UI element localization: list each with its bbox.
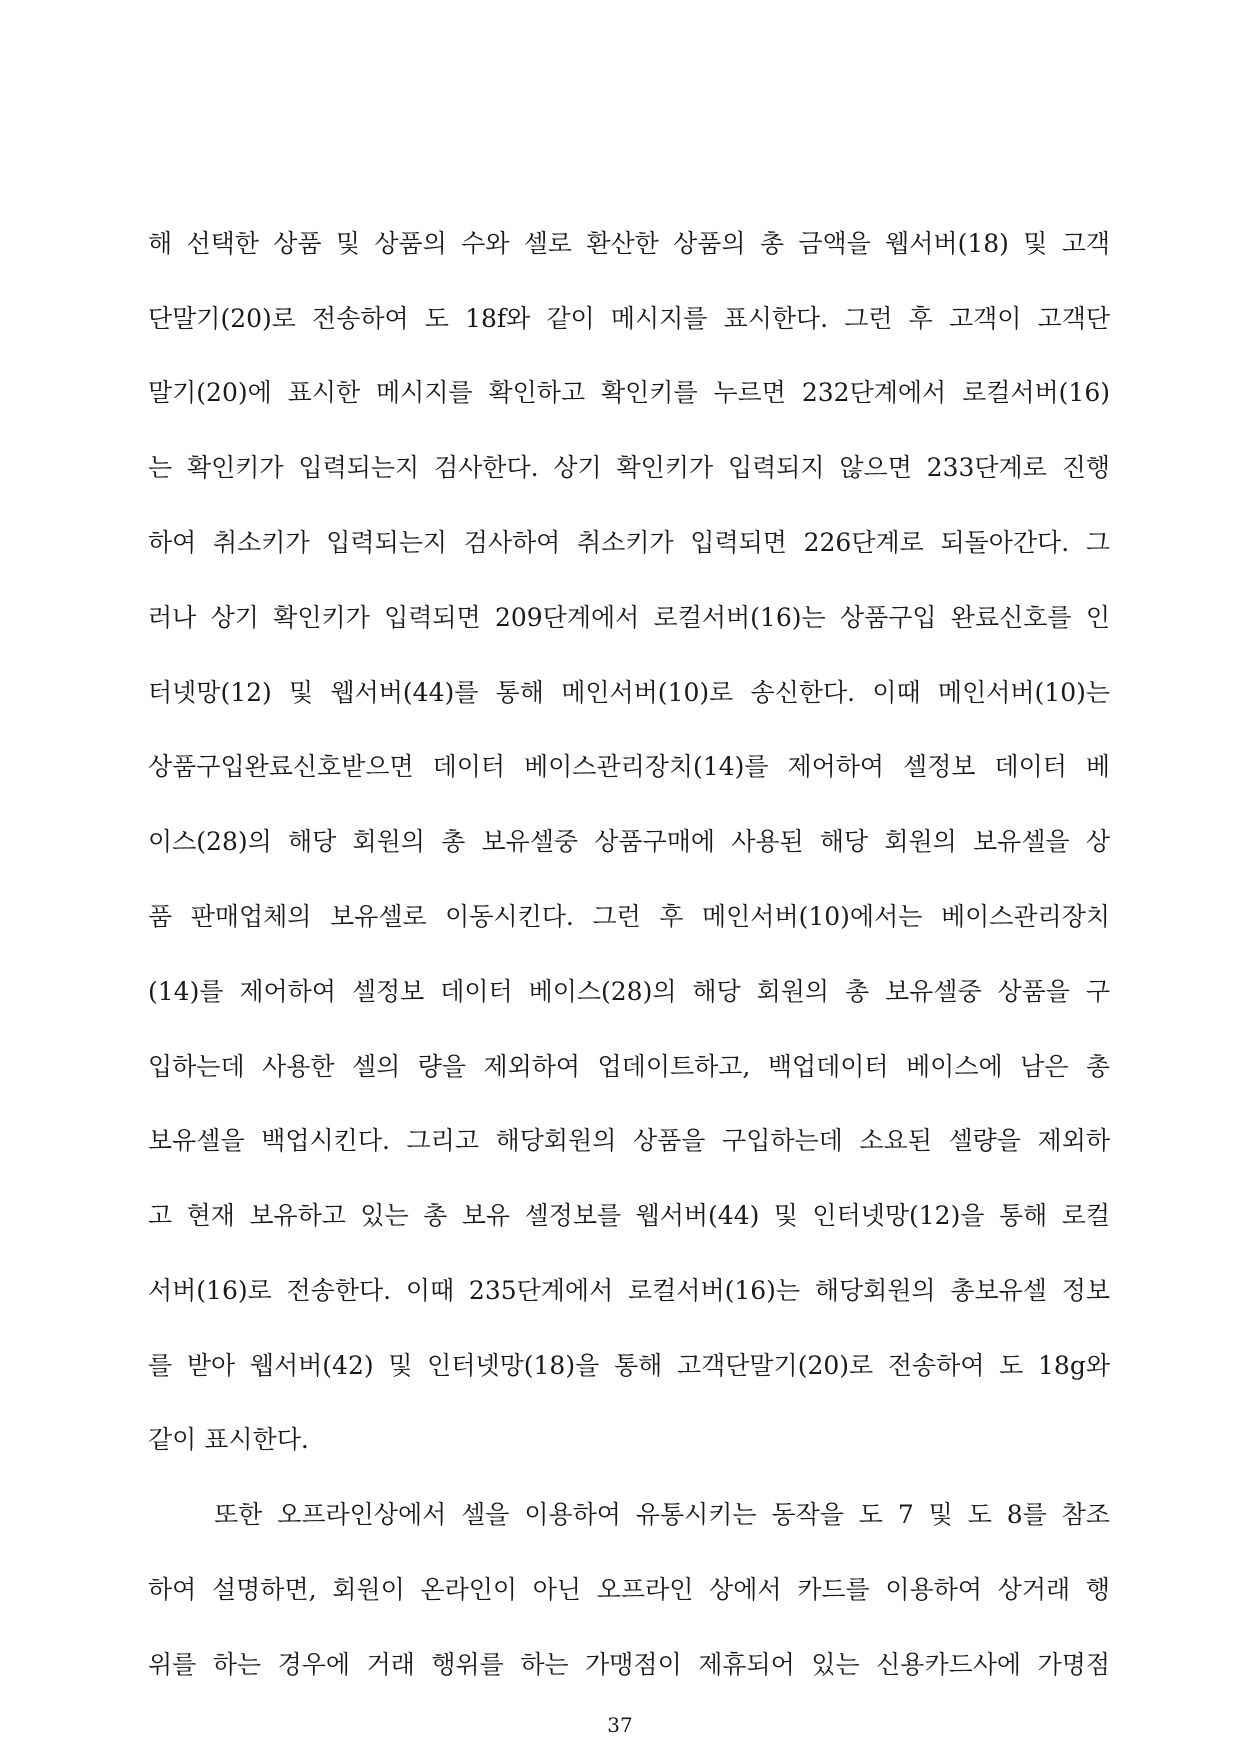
text-line: 서버(16)로 전송한다. 이때 235단계에서 로컬서버(16)는 해당회원의 총보유셀 정보 [148, 1276, 1110, 1305]
text-line: 입하는데 사용한 셀의 량을 제외하여 업데이트하고, 백업데이터 베이스에 남은 총 [148, 1052, 1110, 1081]
text-line: 는 확인키가 입력되는지 검사한다. 상기 확인키가 입력되지 않으면 233단계로 진행 [148, 453, 1110, 482]
page-number: 37 [607, 1713, 633, 1737]
text-line: 단말기(20)로 전송하여 도 18f와 같이 메시지를 표시한다. 그런 후 고객이 고객단 [148, 304, 1110, 333]
text-line: 고 현재 보유하고 있는 총 보유 셀정보를 웹서버(44) 및 인터넷망(12)을 통해 로컬 [148, 1201, 1110, 1230]
text-line: 이스(28)의 해당 회원의 총 보유셀중 상품구매에 사용된 해당 회원의 보유셀을 상 [148, 827, 1110, 856]
text-line: 품 판매업체의 보유셀로 이동시킨다. 그런 후 메인서버(10)에서는 베이스관리장치 [148, 902, 1110, 931]
text-line: 를 받아 웹서버(42) 및 인터넷망(18)을 통해 고객단말기(20)로 전송하여 도 18g와 [148, 1351, 1110, 1380]
text-line: 같이 표시한다. [148, 1425, 309, 1454]
text-line: 하여 취소키가 입력되는지 검사하여 취소키가 입력되면 226단계로 되돌아간다. 그 [148, 528, 1110, 557]
text-line: 상품구입완료신호받으면 데이터 베이스관리장치(14)를 제어하여 셀정보 데이터 베 [148, 752, 1110, 781]
text-line: 하여 설명하면, 회원이 온라인이 아닌 오프라인 상에서 카드를 이용하여 상거래 행 [148, 1575, 1110, 1604]
text-line: 보유셀을 백업시킨다. 그리고 해당회원의 상품을 구입하는데 소요된 셀량을 제외하 [148, 1126, 1110, 1155]
text-line: 말기(20)에 표시한 메시지를 확인하고 확인키를 누르면 232단계에서 로컬서버(16) [148, 378, 1110, 407]
text-line: (14)를 제어하여 셀정보 데이터 베이스(28)의 해당 회원의 총 보유셀중 상품을 구 [148, 977, 1110, 1006]
paragraph-first-line: 또한 오프라인상에서 셀을 이용하여 유통시키는 동작을 도 7 및 도 8를 참조 [214, 1500, 1110, 1529]
text-line: 터넷망(12) 및 웹서버(44)를 통해 메인서버(10)로 송신한다. 이때 메인서버(10)는 [148, 678, 1110, 707]
text-line: 해 선택한 상품 및 상품의 수와 셀로 환산한 상품의 총 금액을 웹서버(18) 및 고객 [148, 229, 1110, 258]
text-line: 러나 상기 확인키가 입력되면 209단계에서 로컬서버(16)는 상품구입 완료신호를 인 [148, 603, 1110, 632]
text-line: 위를 하는 경우에 거래 행위를 하는 가맹점이 제휴되어 있는 신용카드사에 가명점 [148, 1650, 1110, 1679]
